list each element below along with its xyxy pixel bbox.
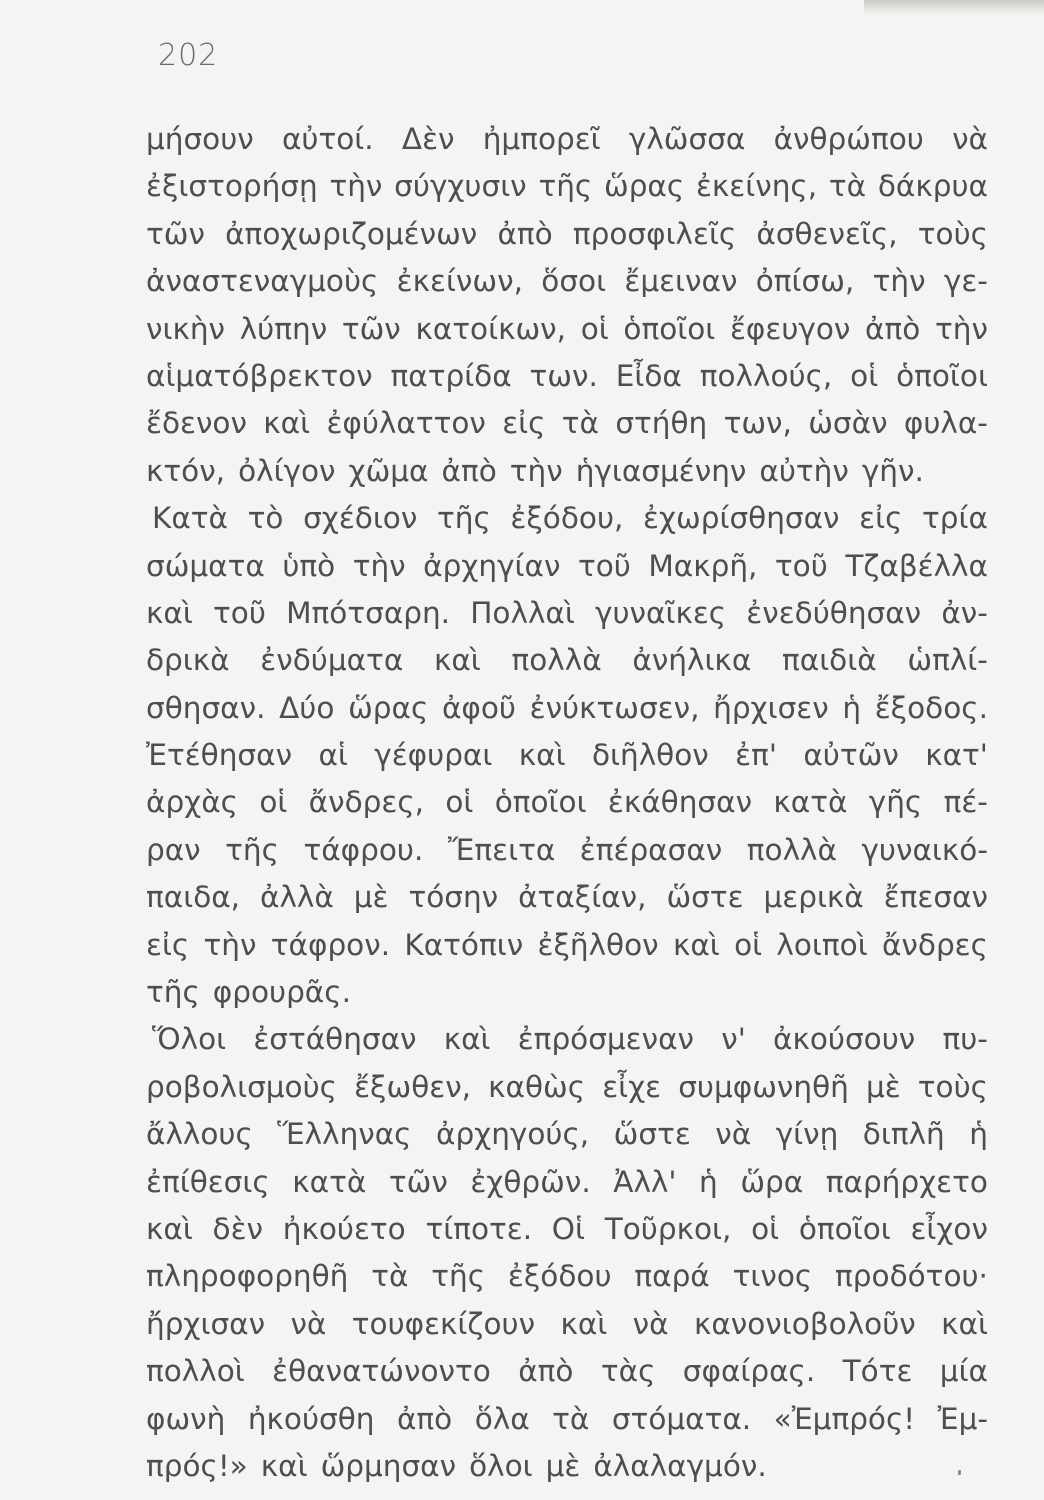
body-text (146, 116, 988, 1490)
text-line: ἤρχισαν νὰ τουφεκίζουν καὶ νὰ κανονιοβολοῦν καὶ (146, 1306, 988, 1341)
text-line: παιδα, ἀλλὰ μὲ τόσην ἀταξίαν, ὥστε μερικὰ ἔπεσαν (146, 880, 988, 915)
text-line: δρικὰ ἐνδύματα καὶ πολλὰ ἀνήλικα παιδιὰ ὡπλί- (146, 643, 988, 678)
text-line: εἰς τὴν τάφρον. Κατόπιν ἐξῆλθον καὶ οἱ λοιποὶ ἄνδρες (146, 927, 988, 962)
text-line: ἔδενον καὶ ἐφύλαττον εἰς τὰ στήθη των, ὡσὰν φυλα- (146, 406, 988, 441)
text-line: ἀρχὰς οἱ ἄνδρες, οἱ ὁποῖοι ἐκάθησαν κατὰ γῆς πέ- (146, 785, 988, 820)
text-line: σθησαν. Δύο ὥρας ἀφοῦ ἐνύκτωσεν, ἤρχισεν ἡ ἔξοδος. (146, 690, 988, 725)
text-line: ροβολισμοὺς ἔξωθεν, καθὼς εἶχε συμφωνηθῆ μὲ τοὺς (146, 1069, 988, 1104)
text-line: Ἐτέθησαν αἱ γέφυραι καὶ διῆλθον ἐπ' αὐτῶν κατ' (146, 738, 988, 773)
text-line: ἀναστεναγμοὺς ἐκείνων, ὅσοι ἔμειναν ὀπίσω, τὴν γε- (146, 264, 988, 299)
text-line: καὶ δὲν ἠκούετο τίποτε. Οἱ Τοῦρκοι, οἱ ὁποῖοι εἶχον (146, 1211, 988, 1246)
text-line: τῆς φρουρᾶς. (146, 975, 351, 1010)
text-line: μήσουν αὐτοί. Δὲν ἠμπορεῖ γλῶσσα ἀνθρώπου νὰ (146, 122, 988, 156)
text-line: καὶ τοῦ Μπότσαρη. Πολλαὶ γυναῖκες ἐνεδύθησαν ἀν- (146, 595, 988, 630)
text-line: κτόν, ὀλίγον χῶμα ἀπὸ τὴν ἡγιασμένην αὐτὴν γῆν. (146, 453, 924, 488)
text-line: Κατὰ τὸ σχέδιον τῆς ἐξόδου, ἐχωρίσθησαν εἰς τρία (152, 501, 988, 536)
text-line: τῶν ἀποχωριζομένων ἀπὸ προσφιλεῖς ἀσθενεῖς, τοὺς (146, 216, 988, 251)
text-line: σώματα ὑπὸ τὴν ἀρχηγίαν τοῦ Μακρῆ, τοῦ Τζαβέλλα (146, 548, 988, 583)
page-number: 202 (158, 38, 219, 73)
scan-speck (958, 1470, 961, 1475)
scan-edge (864, 0, 1044, 16)
text-line: πρός!» καὶ ὥρμησαν ὅλοι μὲ ἀλαλαγμόν. (146, 1448, 767, 1483)
text-line: πληροφορηθῆ τὰ τῆς ἐξόδου παρά τινος προδότου· (146, 1259, 988, 1294)
text-line: Ὅλοι ἐστάθησαν καὶ ἐπρόσμεναν ν' ἀκούσουν πυ- (152, 1022, 988, 1057)
text-line: φωνὴ ἠκούσθη ἀπὸ ὅλα τὰ στόματα. «Ἐμπρός! Ἐμ- (146, 1401, 988, 1436)
text-line: ραν τῆς τάφρου. Ἔπειτα ἐπέρασαν πολλὰ γυναικό- (146, 832, 988, 867)
text-line: ἐξιστορήσῃ τὴν σύγχυσιν τῆς ὥρας ἐκείνης, τὰ δάκρυα (146, 169, 988, 204)
text-line: ἐπίθεσις κατὰ τῶν ἐχθρῶν. Ἀλλ' ἡ ὥρα παρήρχετο (146, 1164, 988, 1199)
text-line: πολλοὶ ἐθανατώνοντο ἀπὸ τὰς σφαίρας. Τότε μία (146, 1354, 988, 1389)
text-line: νικὴν λύπην τῶν κατοίκων, οἱ ὁποῖοι ἔφευγον ἀπὸ τὴν (146, 311, 988, 346)
text-line: αἱματόβρεκτον πατρίδα των. Εἶδα πολλούς, οἱ ὁποῖοι (146, 358, 988, 393)
text-line: ἄλλους Ἕλληνας ἀρχηγούς, ὥστε νὰ γίνῃ διπλῆ ἡ (146, 1117, 988, 1152)
